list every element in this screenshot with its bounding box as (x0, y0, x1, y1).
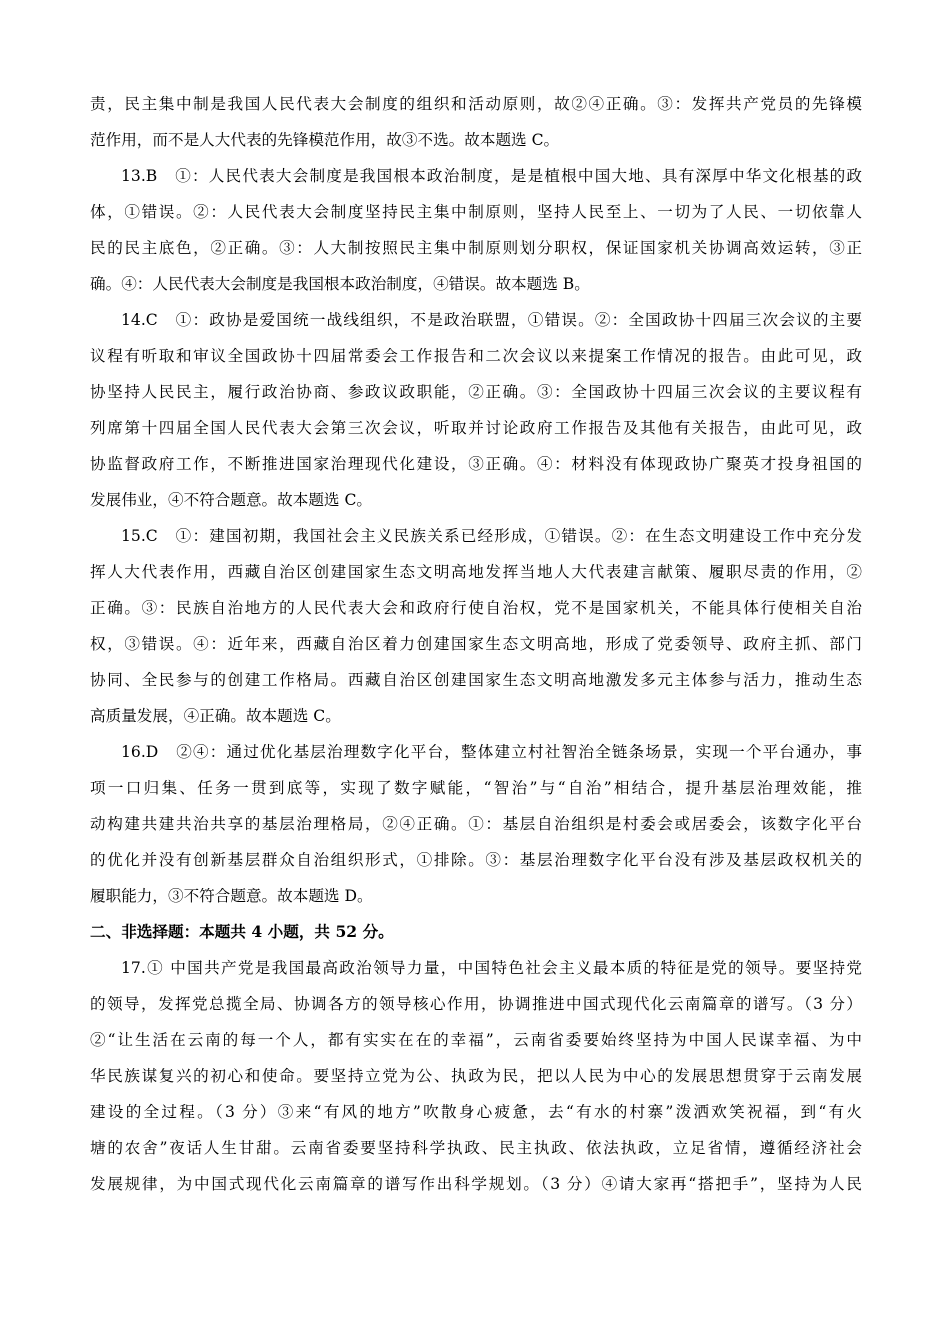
answer-15 (90, 518, 862, 734)
text-line: 体，①错误。②：人民代表大会制度坚持民主集中制原则，坚持人民至上、一切为了人民、一切依靠人 (90, 203, 862, 221)
text-line: 协同、全民参与的创建工作格局。西藏自治区创建国家生态文明高地激发多元主体参与活力，推动生态 (90, 671, 862, 689)
text-line: 高质量发展，④正确。故本题选 C。 (90, 707, 341, 725)
text-line: 华民族谋复兴的初心和使命。要坚持立党为公、执政为民，把以人民为中心的发展思想贯穿于云南发展 (90, 1067, 862, 1085)
text-line: 权，③错误。④：近年来，西藏自治区着力创建国家生态文明高地，形成了党委领导、政府主抓、部门 (90, 635, 862, 653)
text-line: 确。④：人民代表大会制度是我国根本政治制度，④错误。故本题选 B。 (90, 275, 590, 293)
text-line: 的领导，发挥党总揽全局、协调各方的领导核心作用，协调推进中国式现代化云南篇章的谱写。（3 分） (90, 995, 862, 1013)
text-line: 15.C ①：建国初期，我国社会主义民族关系已经形成，①错误。②：在生态文明建设工作中充分发 (121, 527, 862, 545)
text-line: 塘的农舍”夜话人生甘甜。云南省委要坚持科学执政、民主执政、依法执政，立足省情，遵循经济社会 (90, 1139, 862, 1157)
text-line: 项一口归集、任务一贯到底等，实现了数字赋能，“智治”与“自治”相结合，提升基层治理效能，推 (90, 779, 862, 797)
continued-paragraph (90, 86, 862, 158)
text-line: 13.B ①：人民代表大会制度是我国根本政治制度，是是植根中国大地、具有深厚中华文化根基的政 (121, 167, 862, 185)
text-line: 发展伟业，④不符合题意。故本题选 C。 (90, 491, 372, 509)
text-line: 正确。③：民族自治地方的人民代表大会和政府行使自治权，党不是国家机关，不能具体行使相关自治 (90, 599, 862, 617)
answer-14 (90, 302, 862, 518)
text-line: 范作用，而不是人大代表的先锋模范作用，故③不选。故本题选 C。 (90, 131, 560, 149)
section-heading: 二、非选择题：本题共 4 小题，共 52 分。 (90, 922, 394, 941)
text-line: 议程有听取和审议全国政协十四届常委会工作报告和二次会议以来提案工作情况的报告。由此可见，政 (90, 347, 862, 365)
text-line: 责，民主集中制是我国人民代表大会制度的组织和活动原则，故②④正确。③：发挥共产党员的先锋模 (90, 95, 862, 113)
text-line: ②“让生活在云南的每一个人，都有实实在在的幸福”，云南省委要始终坚持为中国人民谋幸福、为中 (90, 1031, 862, 1049)
text-line: 14.C ①：政协是爱国统一战线组织，不是政治联盟，①错误。②：全国政协十四届三次会议的主要 (121, 311, 862, 329)
text-line: 动构建共建共治共享的基层治理格局，②④正确。①：基层自治组织是村委会或居委会，该数字化平台 (90, 815, 862, 833)
document-page (90, 86, 862, 1202)
text-line: 的优化并没有创新基层群众自治组织形式，①排除。③：基层治理数字化平台没有涉及基层政权机关的 (90, 851, 862, 869)
text-line: 17.① 中国共产党是我国最高政治领导力量，中国特色社会主义最本质的特征是党的领导。要坚持党 (121, 959, 862, 977)
text-line: 建设的全过程。（3 分）③来“有风的地方”吹散身心疲惫，去“有水的村寨”泼洒欢笑祝福，到“有火 (90, 1103, 862, 1121)
text-line: 协监督政府工作，不断推进国家治理现代化建设，③正确。④：材料没有体现政协广聚英才投身祖国的 (90, 455, 862, 473)
text-line: 列席第十四届全国人民代表大会第三次会议，听取并讨论政府工作报告及其他有关报告，由此可见，政 (90, 419, 862, 437)
answer-17 (90, 950, 862, 1202)
text-line: 协坚持人民民主，履行政治协商、参政议政职能，②正确。③：全国政协十四届三次会议的主要议程有 (90, 383, 862, 401)
text-line: 发展规律，为中国式现代化云南篇章的谱写作出科学规划。（3 分）④请大家再“搭把手”，坚持为人民 (90, 1175, 862, 1193)
text-line: 履职能力，③不符合题意。故本题选 D。 (90, 887, 373, 905)
answer-13 (90, 158, 862, 302)
text-line: 16.D ②④：通过优化基层治理数字化平台，整体建立村社智治全链条场景，实现一个平台通办，事 (121, 743, 862, 761)
text-line: 民的民主底色，②正确。③：人大制按照民主集中制原则划分职权，保证国家机关协调高效运转，③正 (90, 239, 862, 257)
text-line: 挥人大代表作用，西藏自治区创建国家生态文明高地发挥当地人大代表建言献策、履职尽责的作用，② (90, 563, 862, 581)
answer-16 (90, 734, 862, 914)
